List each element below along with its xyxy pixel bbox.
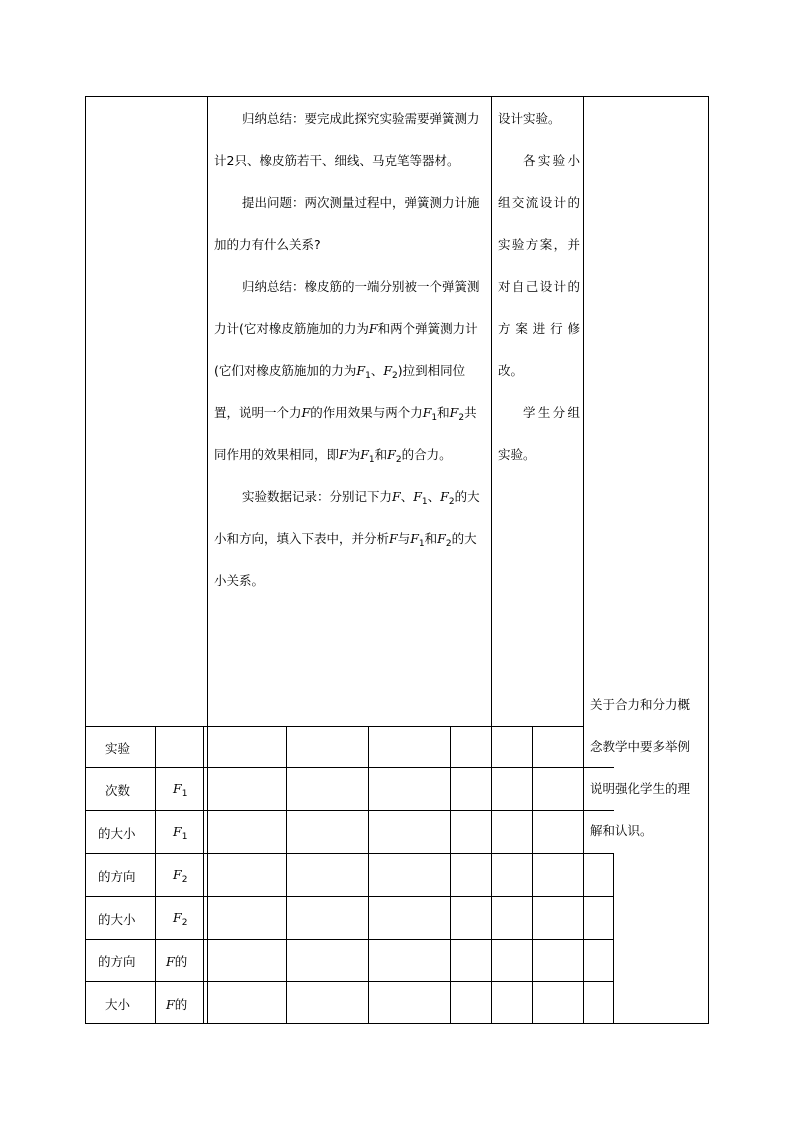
col-divider-2	[491, 96, 492, 726]
table-col-line-h	[583, 726, 584, 1023]
summary-paragraph-1: 归纳总结：要完成此探究实验需要弹簧测力计2只、橡皮筋若干、细线、马克笔等器材。	[214, 111, 480, 168]
table-row-line-4	[85, 896, 614, 897]
table-col-line-i	[613, 853, 614, 1023]
table-label-count: 次数	[105, 783, 131, 798]
table-row-line-3	[85, 853, 614, 854]
summary-paragraph-2: 归纳总结：橡皮筋的一端分别被一个弹簧测力计(它对橡皮筋施加的力为F和两个弹簧测力计(它们对橡皮筋施加的力为$F_1$、$F_2$)拉到相同位置，说明一个力F的作用效果与两个力$F_1$和$F_2$共同作用的效果相同，即F为$F_1$和$F_2$的合力。	[214, 279, 480, 465]
col-divider-1	[207, 96, 208, 726]
student-paragraph-3: 学生分组实验。	[498, 405, 580, 462]
teacher-activity-text	[214, 98, 489, 602]
table-col-line-f	[491, 726, 492, 1023]
student-paragraph-1: 设计实验。	[498, 111, 561, 126]
student-activity-text	[498, 98, 580, 476]
table-symbol-f1-b: $F_1$	[173, 824, 188, 842]
table-col-line-b2	[207, 726, 208, 1023]
table-row-line-1	[85, 767, 614, 768]
table-row-line-5	[85, 939, 614, 940]
col-divider-3	[583, 96, 584, 726]
table-symbol-f-b: F的	[166, 997, 188, 1012]
table-row-line-6	[85, 981, 614, 982]
frame-bottom-border-right	[613, 1023, 709, 1024]
question-paragraph: 提出问题：两次测量过程中，弹簧测力计施加的力有什么关系?	[214, 195, 480, 252]
student-paragraph-2: 各实验小组交流设计的实验方案，并对自己设计的方案进行修改。	[498, 153, 580, 378]
table-col-line-a	[155, 726, 156, 1023]
table-row-line-2	[85, 810, 614, 811]
table-col-line-c	[286, 726, 287, 1023]
table-label-f2-magnitude: 的大小	[98, 912, 136, 927]
data-record-paragraph: 实验数据记录：分别记下力F、$F_1$、$F_2$的大小和方向，填入下表中，并分析F与$F_1$和$F_2$的大小关系。	[214, 489, 480, 588]
table-label-f1-magnitude: 的大小	[98, 826, 136, 841]
table-label-f2-direction: 的方向	[98, 954, 136, 969]
table-symbol-f1-a: $F_1$	[173, 781, 188, 799]
table-col-line-d	[368, 726, 369, 1023]
table-col-line-g	[532, 726, 533, 1023]
frame-right-border	[708, 96, 709, 1023]
table-row-line-0	[85, 726, 584, 727]
table-symbol-f2-a: $F_2$	[173, 867, 188, 885]
table-symbol-f2-b: $F_2$	[173, 910, 188, 928]
table-row-line-7	[85, 1023, 614, 1024]
table-col-line-e	[450, 726, 451, 1023]
table-col-line-b1	[203, 726, 204, 1023]
table-label-experiment: 实验	[105, 741, 131, 756]
table-symbol-f-a: F的	[166, 954, 188, 969]
frame-left-border	[85, 96, 86, 1023]
table-label-f1-direction: 的方向	[98, 869, 136, 884]
design-intent-text: 关于合力和分力概念教学中要多举例说明强化学生的理解和认识。	[590, 697, 691, 838]
table-label-f-magnitude: 大小	[105, 997, 131, 1012]
frame-top-border	[85, 96, 709, 97]
